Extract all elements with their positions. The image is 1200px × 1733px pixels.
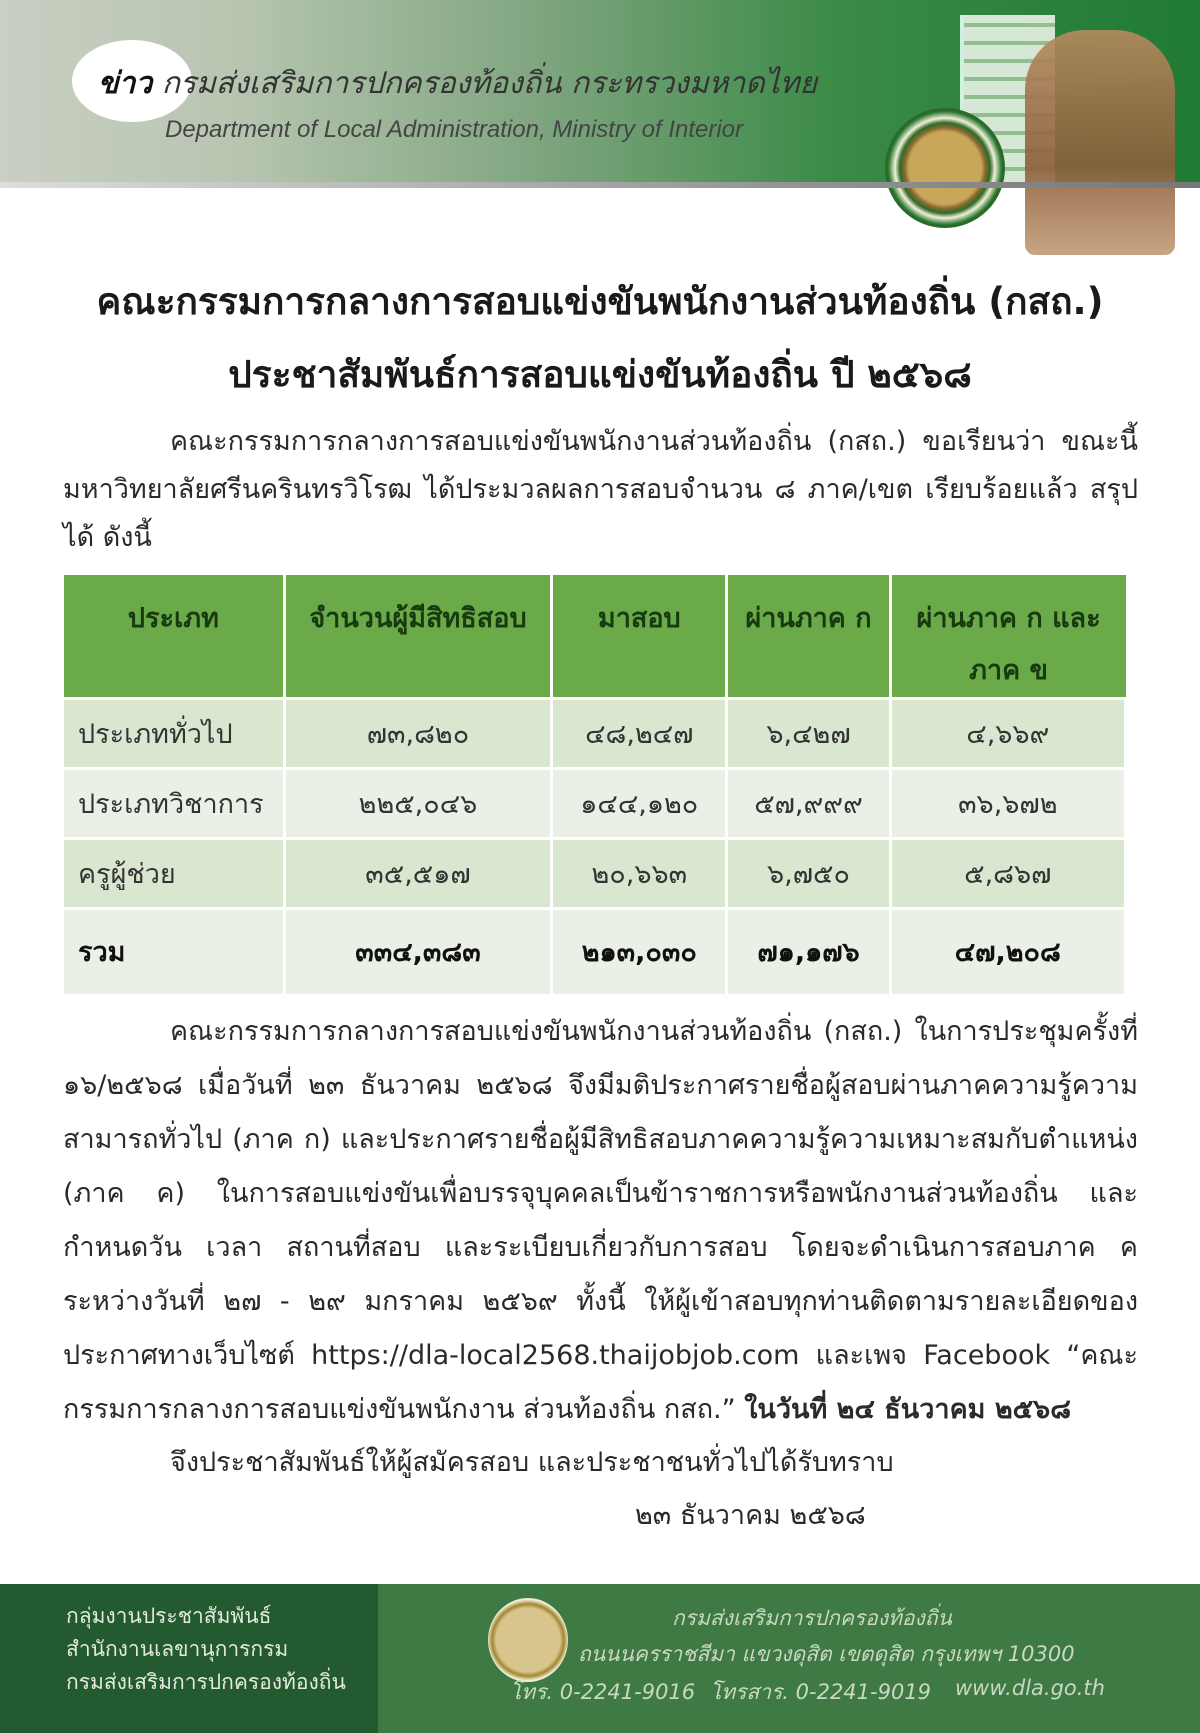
intro-text: คณะกรรมการกลางการสอบแข่งขันพนักงานส่วนท้องถิ่น (กสถ.) ขอเรียนว่า ขณะนี้ มหาวิทยาลัยศรีนครินทรวิโรฒ ได้ประมวลผลการสอบจำนวน ๘ ภาค/เขต เรียบร้อยแล้ว สรุปได้ ดังนี้	[63, 426, 1138, 553]
intro-paragraph	[63, 418, 1138, 562]
closing-text: จึงประชาสัมพันธ์ให้ผู้สมัครสอบ และประชาชนทั่วไปได้รับทราบ	[170, 1447, 894, 1478]
cell: ๒๒๕,๐๔๖	[284, 769, 551, 839]
news-label: ข่าว	[98, 66, 153, 101]
cell: ๒๐,๖๖๓	[552, 839, 727, 909]
cell: ๔๘,๒๔๗	[552, 699, 727, 769]
col-header-type: ประเภท	[64, 575, 284, 699]
body-text: คณะกรรมการกลางการสอบแข่งขันพนักงานส่วนท้องถิ่น (กสถ.) ในการประชุมครั้งที่ ๑๖/๒๕๖๘ เมื่อวันที่ ๒๓ ธันวาคม ๒๕๖๘ จึงมีมติประกาศรายชื่อผู้สอบผ่านภาคความรู้ความสามารถทั่วไป (ภาค ก) และประกาศรายชื่อผู้มีสิทธิสอบภาคความรู้ความเหมาะสมกับตำแหน่ง (ภาค ค) ในการสอบแข่งขันเพื่อบรรจุบุคคลเป็นข้าราชการหรือพนักงานส่วนท้องถิ่น และกำหนดวัน เวลา สถานที่สอบ และระเบียบเกี่ยวกับการสอบ โดยจะดำเนินการสอบภาค ค ระหว่างวันที่ ๒๗ - ๒๙ มกราคม ๒๕๖๙ ทั้งนี้ ให้ผู้เข้าสอบทุกท่านติดตามรายละเอียดของประกาศทางเว็บไซต์ https://dla-local2568.thaijobjob.com และเพจ Facebook “คณะกรรมการกลางการสอบแข่งขันพนักงาน ส่วนท้องถิ่น กสถ.”	[63, 1016, 1138, 1425]
cell: ๔๗,๒๐๘	[890, 909, 1125, 994]
title-line-2: ประชาสัมพันธ์การสอบแข่งขันท้องถิ่น ปี ๒๕๖๘	[228, 353, 972, 396]
body-paragraph	[63, 1005, 1138, 1437]
footer-website[interactable]: www.dla.go.th	[955, 1676, 1105, 1700]
col-header-attended: มาสอบ	[552, 575, 727, 699]
col-header-passed-a: ผ่านภาค ก	[727, 575, 890, 699]
footer-department	[0, 1584, 378, 1733]
org-name-th: กรมส่งเสริมการปกครองท้องถิ่น กระทรวงมหาดไทย	[161, 66, 818, 101]
cell: ๖,๔๒๗	[727, 699, 890, 769]
statue-image	[1025, 30, 1175, 255]
col-header-passed-a-b: ผ่านภาค ก และ ภาค ข	[890, 575, 1125, 699]
cell: ๓๕,๕๑๗	[284, 839, 551, 909]
exam-results-table	[64, 575, 1127, 994]
cell: ๑๔๔,๑๒๐	[552, 769, 727, 839]
footer-dept-line: สำนักงานเลขานุการกรม	[66, 1637, 289, 1661]
org-name-en: Department of Local Administration, Ministry of Interior	[165, 116, 744, 143]
cell: ๖,๗๕๐	[727, 839, 890, 909]
cell-type: รวม	[64, 909, 284, 994]
footer-phone: โทร. 0-2241-9016	[510, 1680, 696, 1704]
table-row-total	[64, 909, 1126, 994]
cell-type: ประเภทวิชาการ	[64, 769, 284, 839]
title-line-1: คณะกรรมการกลางการสอบแข่งขันพนักงานส่วนท้องถิ่น (กสถ.)	[96, 280, 1104, 323]
cell-type: ประเภททั่วไป	[64, 699, 284, 769]
footer-fax: โทรสาร. 0-2241-9019	[710, 1680, 932, 1704]
header-banner	[0, 0, 1200, 182]
header-title-th	[98, 60, 817, 107]
footer-dept-line: กลุ่มงานประชาสัมพันธ์	[66, 1604, 272, 1628]
col-header-eligible: จำนวนผู้มีสิทธิสอบ	[284, 575, 551, 699]
cell: ๗๓,๘๒๐	[284, 699, 551, 769]
footer-dept-line: กรมส่งเสริมการปกครองท้องถิ่น	[66, 1670, 346, 1694]
table-row	[64, 699, 1126, 769]
cell-type: ครูผู้ช่วย	[64, 839, 284, 909]
document-date: ๒๓ ธันวาคม ๒๕๖๘	[635, 1500, 866, 1531]
cell: ๔,๖๖๙	[890, 699, 1125, 769]
footer-seal-logo	[488, 1598, 568, 1682]
footer	[0, 1584, 1200, 1733]
footer-address: ถนนนครราชสีมา แขวงดุสิต เขตดุสิต กรุงเทพฯ 10300	[578, 1642, 1075, 1666]
dla-seal-logo	[885, 108, 1005, 228]
table-row	[64, 769, 1126, 839]
announce-date: ในวันที่ ๒๔ ธันวาคม ๒๕๖๘	[744, 1394, 1072, 1425]
cell: ๓๓๔,๓๘๓	[284, 909, 551, 994]
cell: ๒๑๓,๐๓๐	[552, 909, 727, 994]
table-row	[64, 839, 1126, 909]
cell: ๓๖,๖๗๒	[890, 769, 1125, 839]
cell: ๗๑,๑๗๖	[727, 909, 890, 994]
footer-org: กรมส่งเสริมการปกครองท้องถิ่น	[672, 1606, 952, 1630]
cell: ๕๗,๙๙๙	[727, 769, 890, 839]
cell: ๕,๘๖๗	[890, 839, 1125, 909]
